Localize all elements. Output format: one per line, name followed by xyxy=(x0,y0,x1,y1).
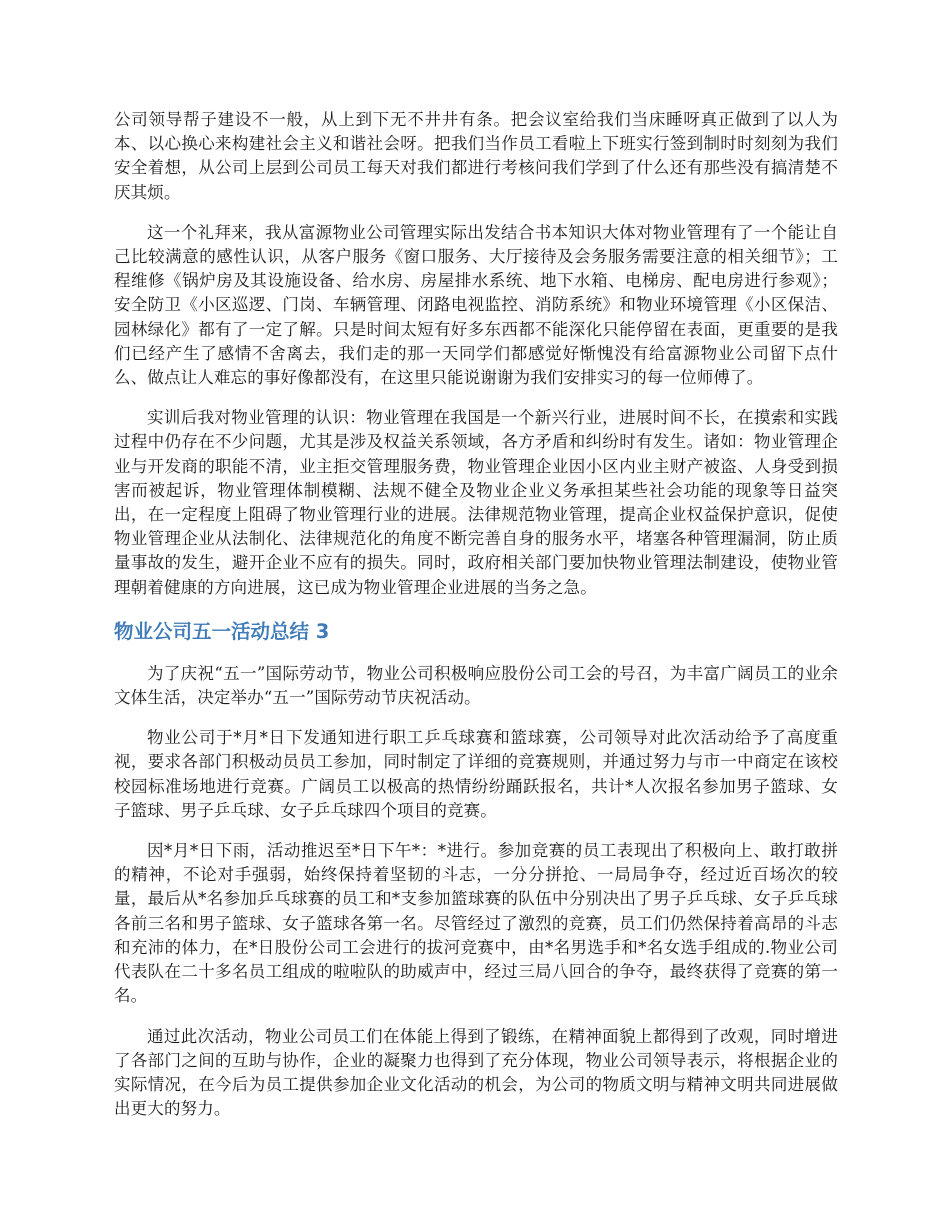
paragraph-may-day-intro: 为了庆祝“五一”国际劳动节，物业公司积极响应股份公司工会的号召，为丰富广阔员工的业余文体生活，决定举办“五一”国际劳动节庆祝活动。 xyxy=(114,663,838,708)
paragraph-continuation: 公司领导帮子建设不一般，从上到下无不井井有条。把会议室给我们当床睡呀真正做到了以人为本、以心换心来构建社会主义和谐社会呀。把我们当作员工看啦上下班实行签到制时时刻刻为我们安全着想，从公司上层到公司员工每天对我们都进行考核问我们学到了什么还有那些没有搞清楚不厌其烦。 xyxy=(114,110,838,202)
paragraph-competition-results: 因*月*日下雨，活动推迟至*日下午*：*进行。参加竞赛的员工表现出了积极向上、敢打敢拼的精神，不论对手强弱，始终保持着坚韧的斗志，一分分拼抢、一局局争夺，经过近百场次的较量，最后从*名参加乒乓球赛的员工和*支参加篮球赛的队伍中分别决出了男子乒乓球、女子乒乓球各前三名和男子篮球、女子篮球各第一名。尽管经过了激烈的竞赛，员工们仍然保持着高昂的斗志和充沛的体力，在*日股份公司工会进行的拔河竞赛中，由*名男选手和*名女选手组成的.物业公司代表队在二十多名员工组成的啦啦队的助威声中，经过三局八回合的争夺，最终获得了竞赛的第一名。 xyxy=(114,841,838,1006)
paragraph-property-management-view: 实训后我对物业管理的认识：物业管理在我国是一个新兴行业，进展时间不长，在摸索和实践过程中仍存在不少问题，尤其是涉及权益关系领域，各方矛盾和纠纷时有发生。诸如：物业管理企业与开发商的职能不清，业主拒交管理服务费，物业管理企业因小区内业主财产被盗、人身受到损害而被起诉，物业管理体制模糊、法规不健全及物业企业义务承担某些社会功能的现象等日益突出，在一定程度上阻碍了物业管理行业的进展。法律规范物业管理，提高企业权益保护意识，促使物业管理企业从法制化、法律规范化的角度不断完善自身的服务水平，堵塞各种管理漏洞，防止质量事故的发生，避开企业不应有的损失。同时，政府相关部门要加快物业管理法制建设，使物业管理朝着健康的方向进展，这已成为物业管理企业进展的当务之急。 xyxy=(114,408,838,597)
paragraph-competition-notice: 物业公司于*月*日下发通知进行职工乒乓球赛和篮球赛，公司领导对此次活动给予了高度重视，要求各部门积极动员员工参加，同时制定了详细的竞赛规则，并通过努力与市一中商定在该校校园标准场地进行竞赛。广阔员工以极高的热情纷纷踊跃报名，共计*人次报名参加男子篮球、女子篮球、男子乒乓球、女子乒乓球四个项目的竞赛。 xyxy=(114,728,838,820)
section-heading: 物业公司五一活动总结 3 xyxy=(114,619,330,643)
paragraph-conclusion: 通过此次活动，物业公司员工们在体能上得到了锻练，在精神面貌上都得到了改观，同时增进了各部门之间的互助与协作，企业的凝聚力也得到了充分体现，物业公司领导表示，将根据企业的实际情况，在今后为员工提供参加企业文化活动的机会，为公司的物质文明与精神文明共同进展做出更大的努力。 xyxy=(114,1026,838,1119)
paragraph-internship-week: 这一个礼拜来，我从富源物业公司管理实际出发结合书本知识大体对物业管理有了一个能让自己比较满意的感性认识，从客户服务《窗口服务、大厅接待及会务服务需要注意的相关细节》；工程维修《锅炉房及其设施设备、给水房、房屋排水系统、地下水箱、电梯房、配电房进行参观》；安全防卫《小区巡逻、门岗、车辆管理、闭路电视监控、消防系统》和物业环境管理《小区保洁、园林绿化》都有了一定了解。只是时间太短有好多东西都不能深化只能停留在表面，更重要的是我们已经产生了感情不舍离去，我们走的那一天同学们都感觉好惭愧没有给富源物业公司留下点什么、做点让人难忘的事好像都没有，在这里只能说谢谢为我们安排实习的每一位师傅了。 xyxy=(114,222,838,388)
